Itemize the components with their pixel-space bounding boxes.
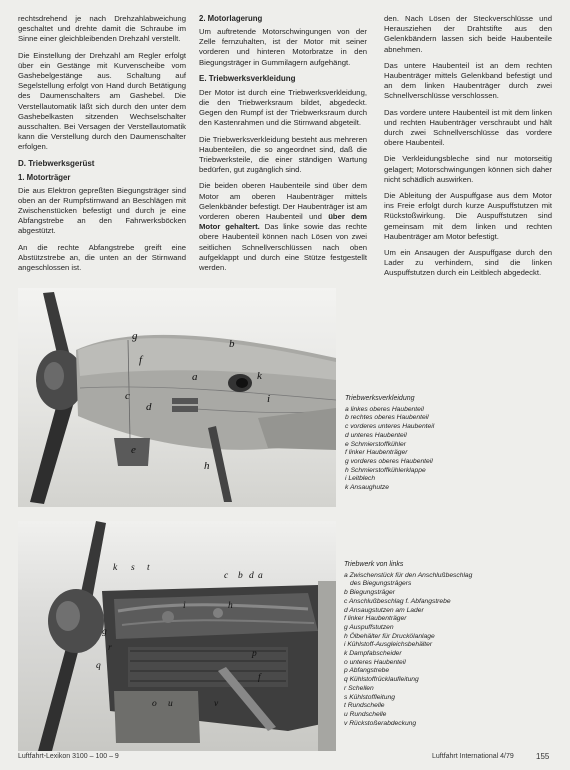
legend-item: des Biegungsträgers: [350, 580, 412, 588]
subsection-heading: 2. Motorlagerung: [199, 14, 263, 23]
footer-publication: Luftfahrt International 4/79: [432, 753, 514, 760]
legend-item: e Schmierstoffkühler: [345, 440, 406, 448]
paragraph: Um ein Ansaugen der Auspuffgase durch den Lader zu verhindern, sind die linken Auspuffstutzen durch ein Leitblech abgedeckt.: [384, 248, 552, 278]
paragraph: Das vordere untere Haubenteil ist mit dem linken und rechten Haubenträger verschraubt und hält durch zwei Schnellverschlüsse das vordere obere Haubenteil.: [384, 107, 552, 148]
legend-item: k Dampfabscheider: [344, 650, 402, 658]
page-number: 155: [536, 752, 550, 761]
legend-item: r Schellen: [344, 684, 374, 692]
callout-label: i: [183, 601, 186, 611]
legend-item: h Ölbehälter für Druckölanlage: [344, 632, 435, 640]
callout-label: k: [113, 563, 118, 573]
legend-item: d unteres Haubenteil: [345, 431, 407, 439]
callout-label: k: [257, 370, 262, 382]
callout-label: a: [192, 371, 198, 383]
legend-item: f linker Haubenträger: [345, 449, 408, 457]
legend-title: Triebwerksverkleidung: [345, 395, 415, 402]
legend-item: v Rückstoßerabdeckung: [344, 719, 417, 727]
legend-item: c Anschlußbeschlag f. Abfangstrebe: [344, 597, 451, 605]
callout-label: q: [96, 661, 101, 671]
callout-label: d: [146, 401, 152, 413]
callout-label: f: [139, 354, 143, 366]
cowling-illustration: [18, 288, 336, 507]
text-column-2: [199, 14, 367, 279]
callout-label: v: [214, 699, 219, 709]
callout-label: s: [131, 563, 135, 573]
legend-item: f linker Haubenträger: [344, 615, 407, 623]
section-heading: E. Triebwerksverkleidung: [199, 73, 296, 83]
callout-label: u: [168, 699, 173, 709]
callout-label: g: [102, 627, 107, 637]
engine-legend: [344, 561, 504, 728]
callout-label: f: [258, 673, 261, 683]
paragraph: Die Triebwerksverkleidung besteht aus mehreren Haubenteilen, die so angeordnet sind, daß die Triebwerksteile, die einer ständigen Wartung bedürfen, gut zugänglich sind.: [199, 134, 367, 175]
paragraph: Die Einstellung der Drehzahl am Regler erfolgt über ein Gestänge mit Kurvenscheibe vom Gashebelgestänge aus. Schaltung auf Segelstellung erfolgt von Hand durch Betätigung des Daumenschalters am Gashebel. Die Verstellautomatik läßt sich durch den unter dem Gashebelkasten sitzenden Wechselschalter ausschalten. Bei Versagen der Verstellautomatik kann die Verstellung durch den Daumenschalter erfolgen.: [18, 50, 186, 152]
legend-item: c vorderes unteres Haubenteil: [345, 423, 435, 431]
legend-item: b Biegungsträger: [344, 589, 395, 597]
legend-title: Triebwerk von links: [344, 561, 404, 568]
paragraph: Der Motor ist durch eine Triebwerksverkleidung, die den Triebwerksraum bildet, abgedeckt. Gegen den Rumpf ist der Triebwerksraum durch den Kastenrahmen und die Stirnwand abgeteilt.: [199, 87, 367, 128]
legend-item: i Leitblech: [345, 475, 376, 483]
legend-item: s Kühlstoffleitung: [344, 693, 395, 701]
legend-item: o unteres Haubenteil: [344, 658, 406, 666]
legend-item: k Ansaughutze: [345, 484, 389, 492]
callout-label: g: [132, 330, 138, 342]
text-run: Die beiden oberen Haubenteile sind über dem Motor am oberen Haubenträger mittels Gelenkbänder befestigt. Der Haubenträger ist am vorderen oberen Haubenteil und: [199, 181, 367, 222]
callout-label: r: [108, 643, 112, 653]
legend-item: b rechtes oberes Haubenteil: [345, 414, 429, 422]
legend-item: h Schmierstoffkühlerklappe: [345, 466, 426, 474]
callout-label: d: [249, 571, 254, 581]
subsection-heading: 1. Motorträger: [18, 172, 71, 182]
callout-label: b: [229, 338, 235, 350]
callout-label: e: [131, 444, 136, 456]
callout-label: a: [258, 571, 263, 581]
legend-item: g vorderes oberes Haubenteil: [345, 457, 433, 465]
engine-illustration: [18, 521, 336, 751]
legend-item: d Ansaugstutzen am Lader: [344, 606, 424, 614]
callout-label: h: [204, 460, 210, 472]
callout-label: h: [228, 601, 233, 611]
paragraph: An die rechte Abfangstrebe greift eine Abstützstrebe an, die unten an der Stirnwand angeschlossen ist.: [18, 242, 186, 273]
paragraph: Die Verkleidungsbleche sind nur motorseitig gelagert; Motorschwingungen können sich daher nicht schädlich auswirken.: [384, 154, 552, 184]
legend-item: g Auspuffstutzen: [344, 623, 394, 631]
legend-item: a Zwischenstück für den Anschlußbeschlag: [344, 571, 473, 579]
legend-item: q Kühlstoffrücklaufleitung: [344, 676, 419, 684]
footer-series: Luftfahrt-Lexikon 3100 – 100 – 9: [18, 753, 119, 760]
callout-label: p: [252, 649, 257, 659]
cowling-legend: [345, 395, 505, 493]
paragraph: Um auftretende Motorschwingungen von der Zelle fernzuhalten, ist der Motor mit seiner vorderen und hinteren Motorbratze in den Biegungsträger in Gummilagern aufgehängt.: [199, 27, 367, 67]
cowling-photo: [18, 288, 336, 507]
text-column-3: [384, 14, 552, 285]
paragraph: Die Ableitung der Auspuffgase aus dem Motor ins Freie erfolgt durch kurze Auspuffstutzen mit Rückstoßwirkung. Die Auspuffstutzen sind gemeinsam mit dem linken und rechten Haubenträger am Motor befestigt.: [384, 191, 552, 241]
callout-label: t: [147, 563, 150, 573]
section-heading: D. Triebwerksgerüst: [18, 158, 95, 168]
bold-text-run: über dem Motor gehaltert.: [199, 212, 368, 232]
paragraph: Die aus Elektron gepreßten Biegungsträger sind oben an der Rumpfstirnwand an Beschlägen mit Zwischenstücken befestigt und durch je eine Abfangstrebe an den Fahrwerksböcken abgestützt.: [18, 185, 186, 236]
callout-label: b: [238, 571, 243, 581]
legend-item: p Abfangstrebe: [344, 667, 390, 675]
text-column-1: [18, 14, 186, 279]
callout-label: c: [125, 390, 130, 402]
callout-label: o: [152, 699, 157, 709]
text-run: Das linke sowie das rechte obere Haubenteil können nach Lösen von zwei seitlichen Schnellverschlüssen nach oben aufgeklappt und durch eine Stütze festgestellt werden.: [199, 222, 367, 273]
paragraph: Das untere Haubenteil ist an dem rechten Haubenträger mittels Gelenkband befestigt und an dem linken Haubenträger durch zwei Schnellverschlüsse verschlossen.: [384, 60, 552, 101]
legend-item: a linkes oberes Haubenteil: [345, 405, 424, 413]
legend-item: t Rundschelle: [344, 702, 385, 710]
legend-item: i Kühlstoff-Ausgleichsbehälter: [344, 641, 433, 649]
paragraph: den. Nach Lösen der Steckverschlüsse und Herausziehen der Drahtstifte aus den Gelenkbändern lassen sich beide Haubenteile abnehmen.: [384, 14, 552, 54]
paragraph: [199, 181, 367, 273]
callout-label: c: [224, 571, 229, 581]
engine-photo: [18, 521, 336, 751]
legend-item: u Rundschelle: [344, 710, 387, 718]
callout-label: i: [267, 393, 271, 405]
paragraph: rechtsdrehend je nach Drehzahlabweichung geschaltet und drehte damit die Schraube im Sinne einer gleichbleibenden Drehzahl verstellt.: [18, 14, 186, 44]
